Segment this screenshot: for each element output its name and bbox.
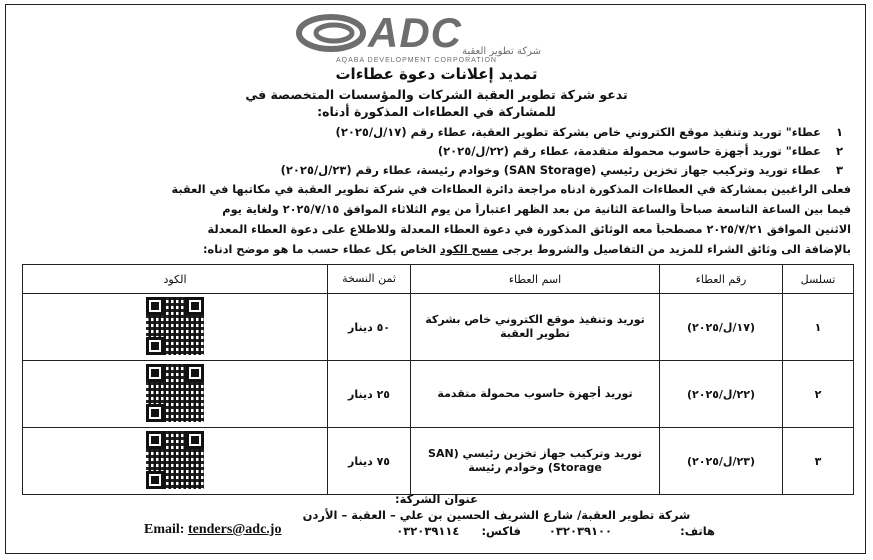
cell-price: ٧٥ دينار: [328, 428, 411, 495]
logo-swoosh-icon: [296, 13, 366, 53]
cell-serial: ٢: [783, 361, 854, 428]
table-row: [23, 361, 854, 428]
qr-code-icon[interactable]: [144, 429, 206, 491]
header-price: ثمن النسخة: [328, 265, 411, 294]
instructions-line-1: فعلى الراغبين بمشاركة في العطاءات المذكورة ادناه مراجعة دائرة العطاءات في شركة تطوير العقبة في مكاتبها في العقبة: [171, 183, 851, 196]
address-text: شركة تطوير العقبة/ شارع الشريف الحسين بن علي – العقبة – الأردن: [302, 508, 691, 522]
tender-item-number: ٢: [835, 144, 843, 158]
cell-serial: ١: [783, 294, 854, 361]
qr-code-icon[interactable]: [144, 362, 206, 424]
fax-label: فاكس:: [481, 524, 521, 538]
tender-item-1: [336, 125, 843, 139]
cell-code: [23, 294, 328, 361]
qr-code-icon[interactable]: [144, 295, 206, 357]
logo-wordmark: ADC: [368, 9, 462, 56]
table-row: [23, 294, 854, 361]
instructions-line-3: الاثنين الموافق ٢٠٢٥/٧/٢١ مصطحباً معه الوثائق المذكورة في دعوة العطاء المعدلة وللاطلاع على دعوة العطاء المعدلة: [207, 223, 851, 236]
tender-item-3: [281, 163, 843, 177]
tender-item-text: عطاء" توريد أجهزة حاسوب محمولة متقدمة، عطاء رقم (٢٢/ل/٢٠٢٥): [437, 144, 821, 158]
cell-serial: ٣: [783, 428, 854, 495]
table-header-row: [23, 265, 854, 294]
instructions-line-2: فيما بين الساعة التاسعة صباحاً والساعة الثانية من بعد الظهر اعتباراً من يوم الثلاثاء الموافق ٢٠٢٥/٧/١٥ ولغاية يوم: [222, 203, 851, 216]
cell-name: توريد أجهزة حاسوب محمولة متقدمة: [411, 361, 660, 428]
intro-line-1: تدعو شركة تطوير العقبة الشركات والمؤسسات المتخصصة في: [245, 87, 628, 102]
phone-number: ٠٣٢٠٣٩١٠٠: [548, 524, 613, 538]
intro-line-2: للمشاركة في العطاءات المذكورة أدناه:: [317, 104, 556, 119]
email-link[interactable]: tenders@adc.jo: [187, 522, 282, 537]
tender-item-text: عطاء توريد وتركيب جهاز تخزين رئيسي (SAN Storage) وخوادم رئيسة، عطاء رقم (٢٣/ل/٢٠٢٥): [280, 163, 821, 177]
announcement-frame: [5, 4, 866, 554]
tender-item-text: عطاء" توريد وتنفيذ موقع الكتروني خاص بشركة تطوير العقبة، عطاء رقم (١٧/ل/٢٠٢٥): [335, 125, 821, 139]
address-label: عنوان الشركة:: [395, 492, 478, 506]
cell-number: (١٧/ل/٢٠٢٥): [660, 294, 783, 361]
email-label: Email:: [144, 522, 185, 537]
tenders-table: [22, 264, 854, 495]
cell-name: توريد وتنفيذ موقع الكتروني خاص بشركة تطوير العقبة: [411, 294, 660, 361]
email-line: [144, 522, 281, 538]
tender-item-number: ٣: [835, 163, 843, 177]
cell-price: ٥٠ دينار: [328, 294, 411, 361]
header-serial: تسلسل: [783, 265, 854, 294]
cell-number: (٢٢/ل/٢٠٢٥): [660, 361, 783, 428]
cell-code: [23, 361, 328, 428]
tender-item-number: ١: [835, 125, 843, 139]
header-code: الكود: [23, 265, 328, 294]
header-number: رقم العطاء: [660, 265, 783, 294]
contact-line: [396, 524, 865, 538]
adc-logo: [276, 9, 561, 64]
cell-name: توريد وتركيب جهاز تخزين رئيسي (SAN Storage) وخوادم رئيسة: [411, 428, 660, 495]
tender-item-2: [438, 144, 843, 158]
cell-number: (٢٣/ل/٢٠٢٥): [660, 428, 783, 495]
cell-price: ٢٥ دينار: [328, 361, 411, 428]
header-name: اسم العطاء: [411, 265, 660, 294]
announcement-title: تمديد إعلانات دعوة عطاءات: [335, 65, 538, 83]
table-row: [23, 428, 854, 495]
instructions-text-post: الخاص بكل عطاء حسب ما هو موضح ادناه:: [203, 243, 441, 256]
instructions-line-4: [11, 243, 851, 256]
cell-code: [23, 428, 328, 495]
fax-number: ٠٣٢٠٣٩١١٤: [396, 524, 460, 538]
scan-code-link: مسح الكود: [440, 243, 499, 256]
logo-english-name: AQABA DEVELOPMENT CORPORATION: [336, 57, 497, 64]
phone-label: هاتف:: [680, 524, 715, 538]
instructions-text-pre: بالإضافة الى وثائق الشراء للمزيد من التفاصيل والشروط يرجى: [498, 243, 851, 256]
logo-arabic-name: شركة تطوير العقبة: [462, 46, 541, 57]
